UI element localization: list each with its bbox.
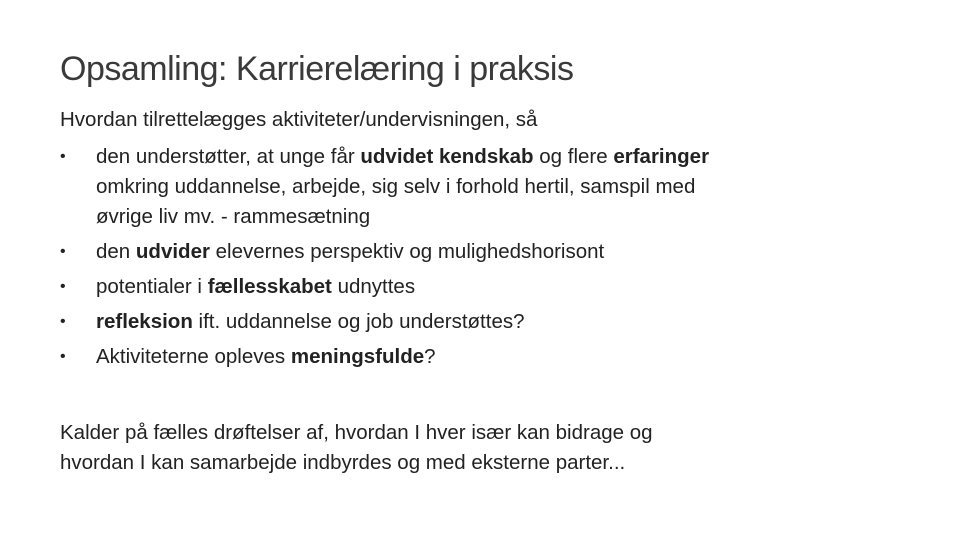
emphasis-text: fællesskabet [207, 275, 332, 298]
bullet-4-text [96, 307, 820, 337]
text-segment: ift. uddannelse og job understøttes? [192, 310, 525, 333]
bullet-3-text [96, 272, 820, 302]
bullet-item-5 [60, 342, 820, 372]
bullet-1-line-3: øvrige liv mv. - rammesætning [96, 205, 371, 228]
closing-line-1: Kalder på fælles drøftelser af, hvordan I hver især kan bidrage og [60, 421, 653, 444]
bullet-dot: • [60, 148, 66, 165]
closing-line-2: hvordan I kan samarbejde indbyrdes og med eksterne parter... [60, 451, 626, 474]
text-segment: ? [424, 345, 436, 368]
bullet-2-text [96, 237, 820, 267]
text-segment: den [96, 240, 136, 263]
emphasis-text: udvidet kendskab [360, 145, 534, 168]
emphasis-text: udvider [135, 240, 210, 263]
bullet-item-4 [60, 307, 820, 337]
text-segment: den understøtter, at unge får [96, 145, 361, 168]
bullet-dot: • [60, 313, 66, 330]
bullet-dot: • [60, 278, 66, 295]
closing-paragraph [60, 418, 653, 478]
text-segment: Aktiviteterne opleves [96, 345, 291, 368]
emphasis-text: refleksion [96, 310, 193, 333]
bullet-list [60, 142, 820, 377]
text-segment: elevernes perspektiv og mulighedshorisont [209, 240, 605, 263]
text-segment: udnyttes [331, 275, 416, 298]
emphasis-text: erfaringer [613, 145, 710, 168]
intro-question: Hvordan tilrettelægges aktiviteter/undervisningen, så [60, 108, 538, 131]
bullet-dot: • [60, 243, 66, 260]
bullet-dot: • [60, 348, 66, 365]
bullet-item-3 [60, 272, 820, 302]
bullet-1-line-2: omkring uddannelse, arbejde, sig selv i forhold hertil, samspil med [96, 175, 696, 198]
slide-title: Opsamling: Karrierelæring i praksis [60, 50, 574, 88]
text-segment: og flere [533, 145, 614, 168]
bullet-1-line-1 [96, 142, 820, 172]
bullet-item-1 [60, 142, 820, 232]
bullet-item-2 [60, 237, 820, 267]
text-segment: potentialer i [96, 275, 208, 298]
bullet-5-text [96, 342, 820, 372]
emphasis-text: meningsfulde [290, 345, 425, 368]
